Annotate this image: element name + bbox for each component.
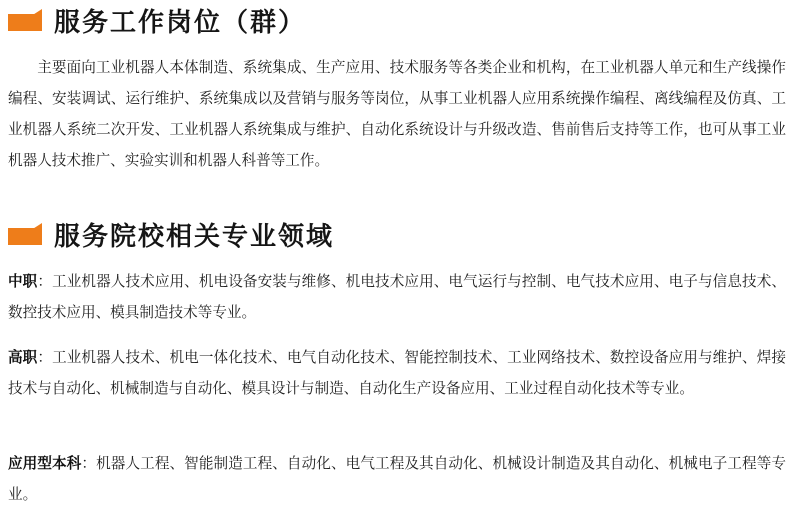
- section-body-jobs: 主要面向工业机器人本体制造、系统集成、生产应用、技术服务等各类企业和机构，在工业机器人单元和生产线操作编程、安装调试、运行维护、系统集成以及营销与服务等岗位，从事工业机器人应用系统操作编程、离线编程及仿真、工业机器人系统二次开发、工业机器人系统集成与维护、自动化系统设计与升级改造、售前售后支持等工作，也可从事工业机器人技术推广、实验实训和机器人科普等工作。: [8, 59, 786, 169]
- majors-item-zhongzhi: [8, 266, 786, 328]
- majors-item-text: 机器人工程、智能制造工程、自动化、电气工程及其自动化、机械设计制造及其自动化、机械电子工程等专业。: [8, 455, 786, 503]
- majors-item-label: 高职: [8, 349, 38, 366]
- majors-item-gaozhi: [8, 342, 786, 404]
- section-title-jobs: 服务工作岗位（群）: [54, 7, 307, 38]
- section-heading-jobs: [8, 0, 306, 40]
- majors-item-text: 工业机器人技术、机电一体化技术、电气自动化技术、智能控制技术、工业网络技术、数控设备应用与维护、焊接技术与自动化、机械制造与自动化、模具设计与制造、自动化生产设备应用、工业过程自动化技术等专业。: [8, 349, 786, 397]
- majors-item-separator: ：: [81, 455, 97, 472]
- orange-folder-tab-icon: [8, 223, 42, 245]
- majors-item-separator: ：: [37, 273, 53, 290]
- majors-item-label: 应用型本科: [8, 455, 82, 472]
- majors-item-label: 中职: [8, 273, 38, 290]
- majors-item-text: 工业机器人技术应用、机电设备安装与维修、机电技术应用、电气运行与控制、电气技术应用、电子与信息技术、数控技术应用、模具制造技术等专业。: [8, 273, 786, 321]
- majors-item-separator: ：: [37, 349, 53, 366]
- section-title-majors: 服务院校相关专业领域: [54, 221, 335, 252]
- section-heading-majors: [8, 214, 334, 254]
- majors-item-benke: [8, 448, 786, 510]
- orange-folder-tab-icon: [8, 9, 42, 31]
